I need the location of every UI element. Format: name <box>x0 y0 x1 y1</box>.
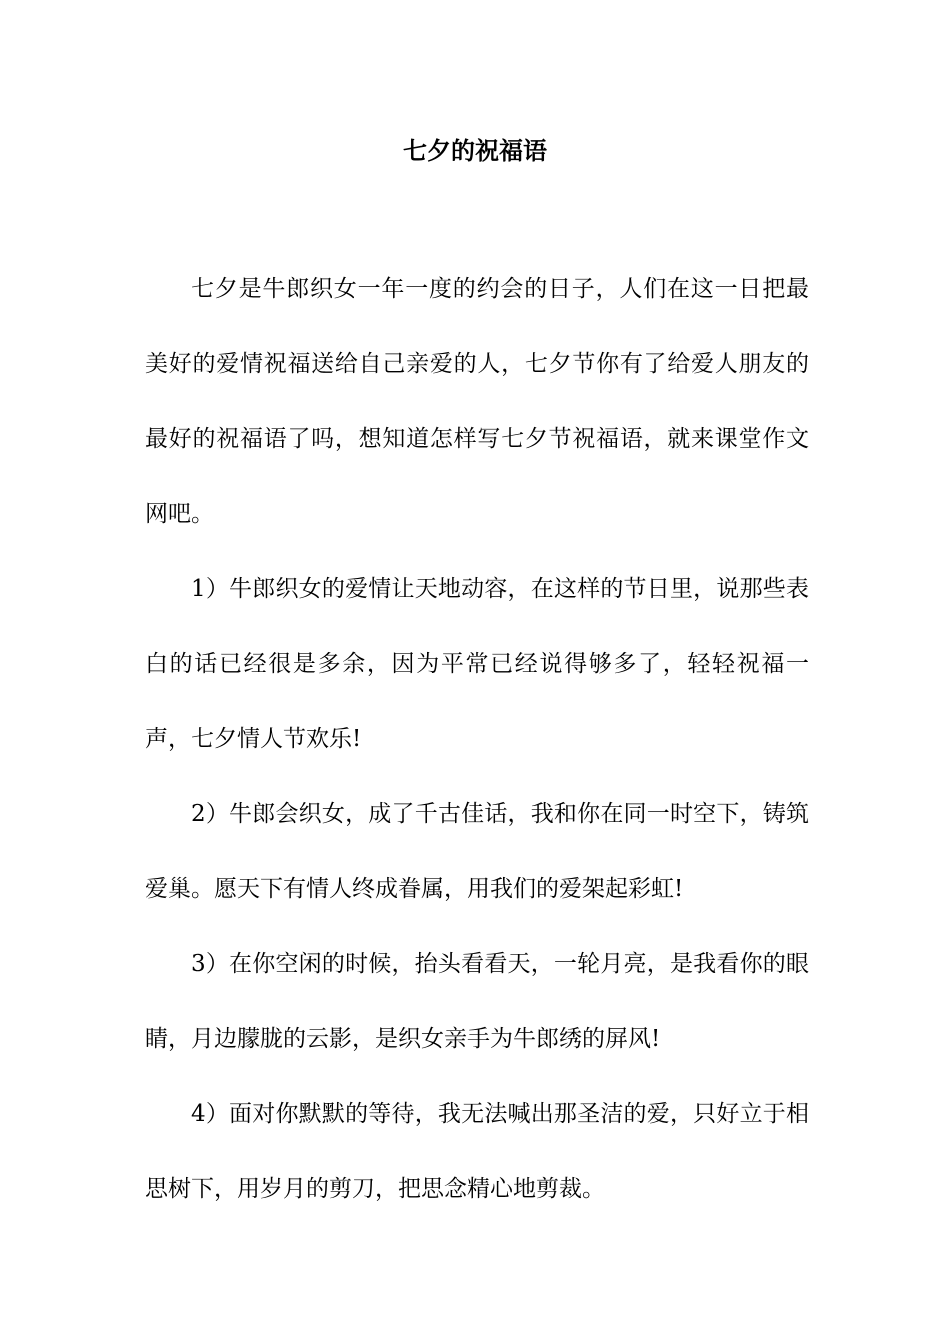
intro-paragraph: 七夕是牛郎织女一年一度的约会的日子，人们在这一日把最美好的爱情祝福送给自己亲爱的人，七夕节你有了给爱人朋友的最好的祝福语了吗，想知道怎样写七夕节祝福语，就来课堂作文网吧。 <box>145 276 809 527</box>
blessing-paragraph-4: 4）面对你默默的等待，我无法喊出那圣洁的爱，只好立于相思树下，用岁月的剪刀，把思念精心地剪裁。 <box>145 1101 809 1202</box>
document-title: 七夕的祝福语 <box>403 136 547 165</box>
blessing-paragraph-3: 3）在你空闲的时候，抬头看看天，一轮月亮，是我看你的眼睛，月边朦胧的云影，是织女亲手为牛郎绣的屏风! <box>145 951 809 1052</box>
blessing-paragraph-2: 2）牛郎会织女，成了千古佳话，我和你在同一时空下，铸筑爱巢。愿天下有情人终成眷属，用我们的爱架起彩虹! <box>145 801 809 902</box>
document-body <box>145 252 809 1227</box>
blessing-paragraph-1: 1）牛郎织女的爱情让天地动容，在这样的节日里，说那些表白的话已经很是多余，因为平常已经说得够多了，轻轻祝福一声，七夕情人节欢乐! <box>145 576 809 752</box>
